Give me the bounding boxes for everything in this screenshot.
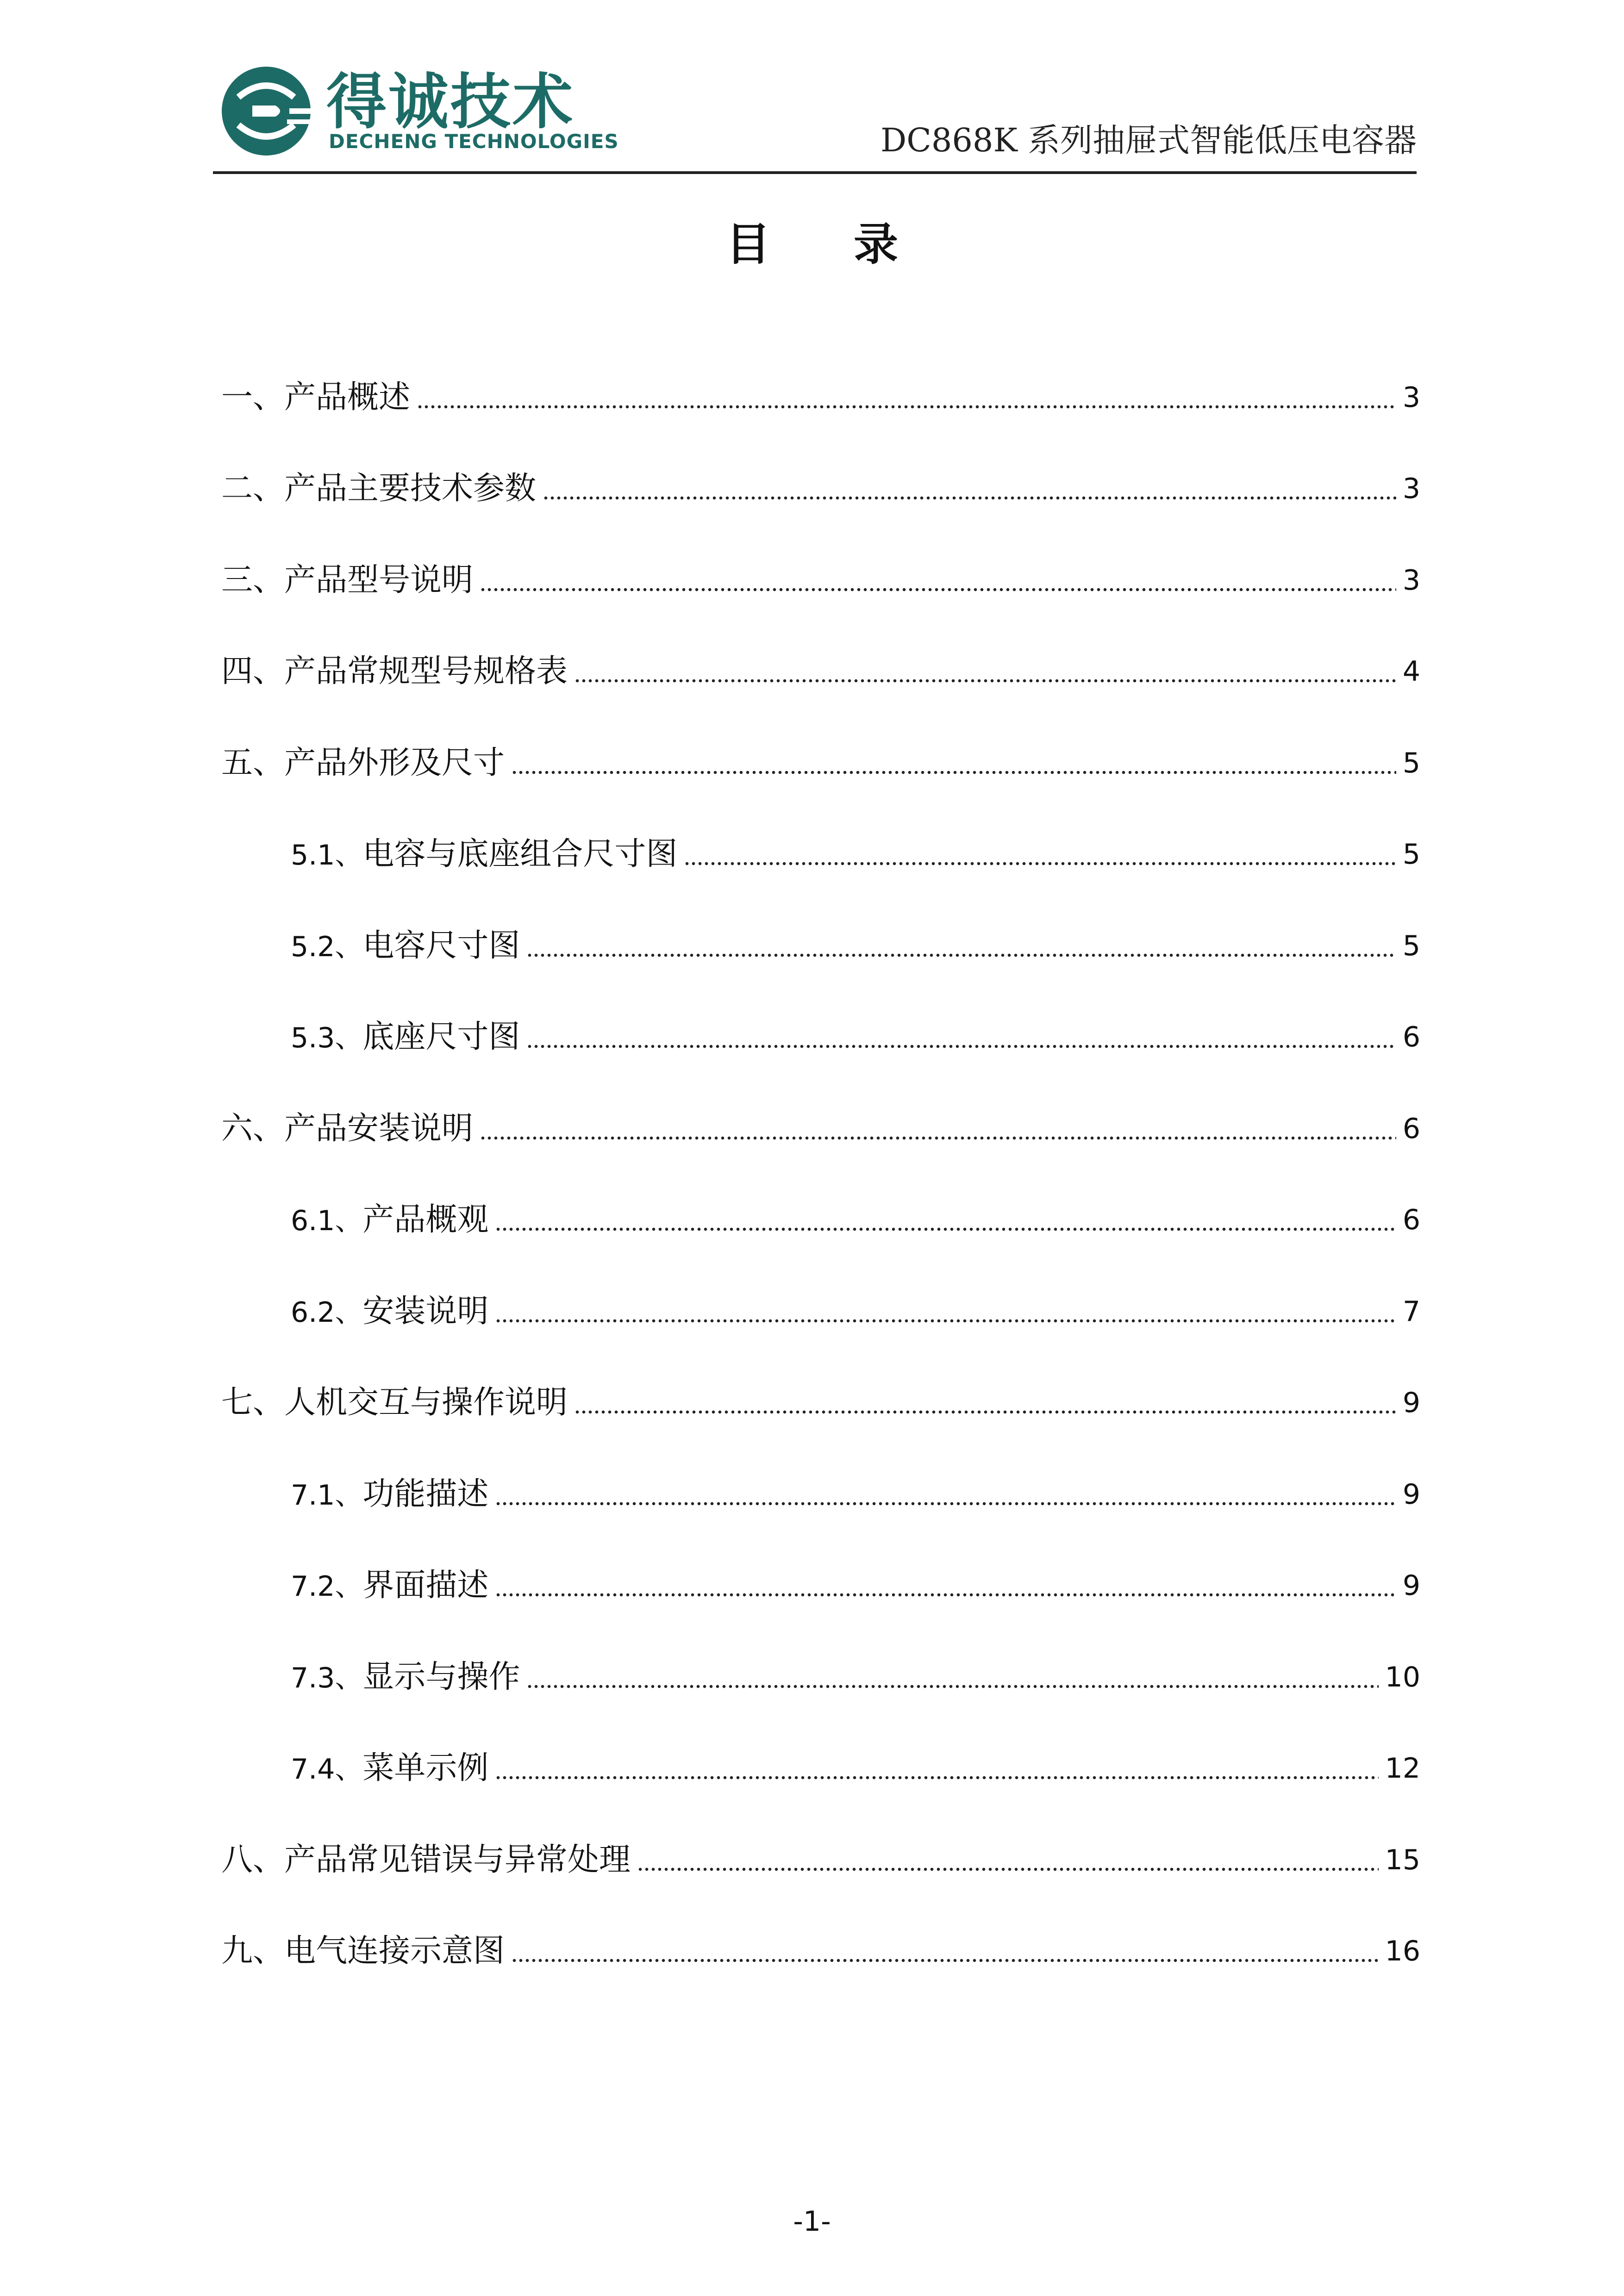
toc-entry[interactable] [221,1266,1420,1357]
toc-entry-page: 9 [1402,1478,1420,1511]
toc-entry-page: 16 [1385,1935,1420,1968]
toc-entry-page: 3 [1402,381,1420,414]
document-title: DC868K 系列抽屉式智能低压电容器 [881,121,1417,159]
toc-entry-text: 安装说明 [362,1293,489,1330]
toc-dot-leader [495,1593,1396,1597]
toc-entry-label [291,1201,489,1238]
toc-entry-text: 产品常规型号规格表 [284,653,568,690]
toc-title: 目录 [726,218,981,270]
toc-dot-leader [526,953,1396,957]
toc-entry-text: 显示与操作 [362,1658,520,1695]
toc-entry-text: 产品安装说明 [284,1110,474,1147]
toc-entry[interactable] [221,1723,1420,1815]
toc-dot-leader [526,1045,1396,1048]
toc-entry-label [221,379,411,416]
toc-entry[interactable] [221,1631,1420,1723]
toc-entry-label [221,744,505,781]
toc-entry-label [221,470,537,507]
table-of-contents [221,352,1420,1997]
toc-entry-label [221,653,568,690]
toc-entry-label [291,927,520,964]
toc-entry[interactable] [221,535,1420,626]
toc-entry-text: 产品外形及尺寸 [284,744,505,781]
toc-entry[interactable] [221,717,1420,809]
toc-entry-label [291,1293,489,1330]
toc-entry-text: 电容尺寸图 [362,927,520,964]
page-number: -1- [793,2205,831,2238]
toc-entry[interactable] [221,626,1420,718]
toc-entry-label [291,836,678,873]
toc-dot-leader [495,1227,1396,1231]
toc-entry-number: 三、 [221,561,285,598]
toc-dot-leader [637,1867,1379,1871]
toc-dot-leader [480,1136,1396,1140]
toc-entry-page: 5 [1402,929,1420,962]
toc-entry-page: 9 [1402,1569,1420,1602]
toc-entry-page: 6 [1402,1204,1420,1237]
toc-entry-text: 人机交互与操作说明 [284,1384,568,1421]
toc-entry[interactable] [221,1357,1420,1449]
decheng-logo-icon [220,65,312,157]
toc-entry-text: 产品主要技术参数 [284,470,537,507]
toc-entry-label [291,1019,520,1056]
toc-entry-label [291,1567,489,1604]
toc-entry[interactable] [221,1175,1420,1266]
toc-entry-number: 7.4、 [291,1753,363,1786]
toc-dot-leader [495,1319,1396,1323]
toc-dot-leader [526,1685,1378,1688]
toc-entry-text: 电气连接示意图 [284,1933,505,1970]
toc-entry-label [221,1841,631,1878]
toc-entry[interactable] [221,352,1420,443]
toc-dot-leader [495,1502,1396,1506]
toc-entry-label [221,1933,505,1970]
toc-entry-label [221,1110,474,1147]
toc-entry-text: 界面描述 [362,1567,489,1604]
toc-entry-page: 6 [1402,1021,1420,1054]
toc-entry-page: 15 [1385,1843,1420,1876]
toc-entry-page: 9 [1402,1387,1420,1419]
toc-entry[interactable] [221,1814,1420,1906]
toc-dot-leader [543,496,1396,500]
toc-dot-leader [511,771,1396,774]
brand-name-cn: 得诚技术 [326,67,575,137]
toc-entry[interactable] [221,1083,1420,1175]
toc-entry-number: 5.3、 [291,1022,363,1055]
toc-entry[interactable] [221,992,1420,1083]
toc-entry-number: 四、 [221,653,285,690]
toc-entry[interactable] [221,900,1420,992]
toc-entry-number: 5.1、 [291,839,363,872]
header-rule [213,171,1417,174]
toc-entry-number: 7.2、 [291,1570,363,1603]
toc-entry-number: 八、 [221,1841,285,1878]
brand-name-en: DECHENG TECHNOLOGIES [329,130,619,153]
toc-dot-leader [574,679,1396,683]
toc-entry-page: 5 [1402,747,1420,779]
toc-entry-page: 3 [1402,473,1420,505]
toc-dot-leader [511,1959,1379,1962]
toc-dot-leader [480,588,1396,591]
toc-entry-text: 菜单示例 [362,1750,489,1787]
toc-entry-number: 九、 [221,1933,285,1970]
toc-entry-number: 六、 [221,1110,285,1147]
toc-entry-label [221,1384,568,1421]
toc-dot-leader [684,862,1396,865]
toc-entry-number: 6.1、 [291,1205,363,1238]
toc-entry-text: 底座尺寸图 [362,1019,520,1056]
toc-entry-label [291,1475,489,1512]
toc-entry-text: 产品概观 [362,1201,489,1238]
toc-entry-text: 电容与底座组合尺寸图 [362,836,678,873]
toc-entry[interactable] [221,1449,1420,1540]
page-header [213,56,1417,176]
toc-entry[interactable] [221,1540,1420,1632]
toc-entry-text: 产品概述 [284,379,411,416]
toc-entry-text: 产品型号说明 [284,561,474,598]
toc-entry-page: 4 [1402,655,1420,688]
toc-entry-text: 产品常见错误与异常处理 [284,1841,631,1878]
toc-entry[interactable] [221,1906,1420,1997]
toc-entry-label [291,1658,520,1695]
toc-dot-leader [574,1410,1396,1414]
toc-entry-page: 12 [1385,1752,1420,1785]
toc-entry-page: 3 [1402,564,1420,597]
toc-entry-page: 6 [1402,1112,1420,1145]
toc-entry-number: 二、 [221,470,285,507]
toc-entry-number: 一、 [221,379,285,416]
toc-entry-number: 7.1、 [291,1479,363,1512]
toc-entry-page: 7 [1402,1295,1420,1328]
toc-entry-label [221,561,474,598]
toc-entry[interactable] [221,809,1420,901]
toc-entry-number: 七、 [221,1384,285,1421]
toc-dot-leader [495,1776,1378,1780]
toc-entry-page: 5 [1402,838,1420,871]
toc-entry-number: 5.2、 [291,930,363,963]
toc-entry-number: 6.2、 [291,1296,363,1329]
toc-entry-number: 五、 [221,744,285,781]
toc-entry[interactable] [221,443,1420,535]
toc-entry-text: 功能描述 [362,1475,489,1512]
toc-dot-leader [417,405,1396,409]
toc-entry-label [291,1750,489,1787]
toc-entry-page: 10 [1385,1661,1420,1693]
toc-entry-number: 7.3、 [291,1661,363,1694]
